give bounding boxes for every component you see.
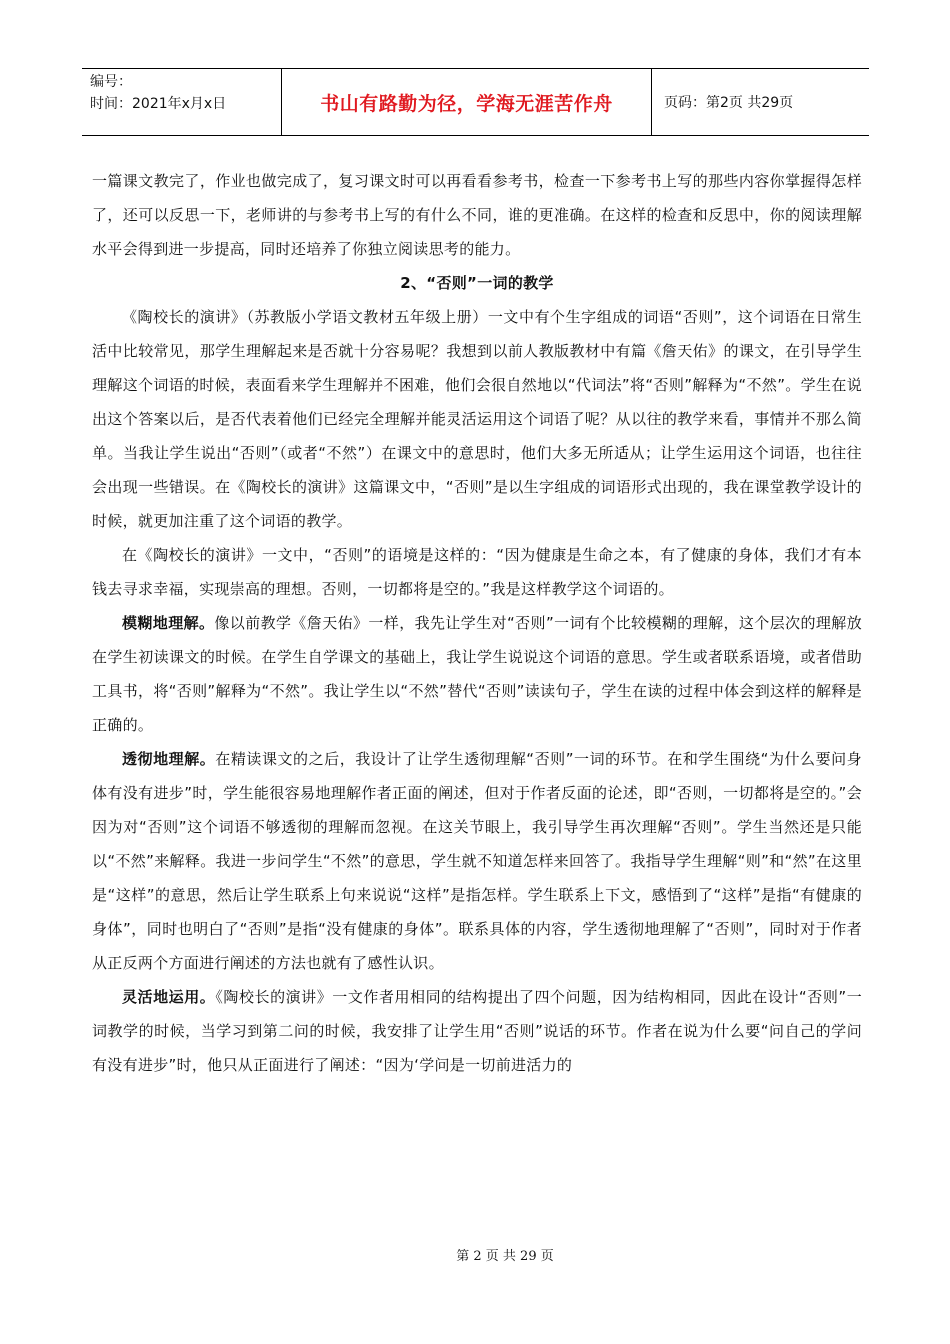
header-meta-cell bbox=[82, 69, 282, 135]
paragraph-context: 在《陶校长的演讲》一文中，“否则”的语境是这样的：“因为健康是生命之本，有了健康的身体，我们才有本钱去寻求幸福，实现崇高的理想。否则，一切都将是空的。”我是这样教学这个词语的。 bbox=[92, 546, 862, 598]
document-header bbox=[82, 68, 869, 136]
lead-flexible-use: 灵活地运用。 bbox=[122, 988, 216, 1006]
text-flexible-use: 《陶校长的演讲》一文作者用相同的结构提出了四个问题，因为结构相同，因此在设计“否则”一词教学的时候，当学习到第二问的时候，我安排了让学生用“否则”说话的环节。作者在说为什么要“问自己的学问有没有进步”时，他只从正面进行了阐述：“因为‘学问是一切前进活力的 bbox=[92, 988, 862, 1074]
lead-thorough-understanding: 透彻地理解。 bbox=[122, 750, 216, 768]
paragraph-flexible-use bbox=[92, 980, 862, 1082]
paragraph-thorough-understanding bbox=[92, 742, 862, 980]
header-page-info: 页码：第2页 共29页 bbox=[664, 95, 794, 111]
section-heading: 2、“否则”一词的教学 bbox=[400, 274, 554, 292]
serial-number-label: 编号： bbox=[90, 74, 132, 90]
paragraph-continuation: 一篇课文教完了，作业也做完成了，复习课文时可以再看看参考书，检查一下参考书上写的那些内容你掌握得怎样了，还可以反思一下，老师讲的与参考书上写的有什么不同，谁的更准确。在这样的检查和反思中，你的阅读理解水平会得到进一步提高，同时还培养了你独立阅读思考的能力。 bbox=[92, 172, 862, 258]
lead-fuzzy-understanding: 模糊地理解。 bbox=[122, 614, 215, 632]
text-fuzzy-understanding: 像以前教学《詹天佑》一样，我先让学生对“否则”一词有个比较模糊的理解，这个层次的理解放在学生初读课文的时候。在学生自学课文的基础上，我让学生说说这个词语的意思。学生或者联系语境，或者借助工具书，将“否则”解释为“不然”。我让学生以“不然”替代“否则”读读句子，学生在读的过程中体会到这样的解释是正确的。 bbox=[92, 614, 862, 734]
text-thorough-understanding: 在精读课文的之后，我设计了让学生透彻理解“否则”一词的环节。在和学生围绕“为什么要问身体有没有进步”时，学生能很容易地理解作者正面的阐述，但对于作者反面的论述，即“否则，一切都将是空的。”会因为对“否则”这个词语不够透彻的理解而忽视。在这关节眼上，我引导学生再次理解“否则”。学生当然还是只能以“不然”来解释。我进一步问学生“不然”的意思，学生就不知道怎样来回答了。我指导学生理解“则”和“然”在这里是“这样”的意思，然后让学生联系上句来说说“这样”是指怎样。学生联系上下文，感悟到了“这样”是指“有健康的身体”，同时也明白了“否则”是指“没有健康的身体”。联系具体的内容，学生透彻地理解了“否则”，同时对于作者从正反两个方面进行阐述的方法也就有了感性认识。 bbox=[92, 750, 862, 972]
document-body bbox=[92, 164, 862, 1082]
paragraph-intro: 《陶校长的演讲》（苏教版小学语文教材五年级上册）一文中有个生字组成的词语“否则”，这个词语在日常生活中比较常见，那学生理解起来是否就十分容易呢？我想到以前人教版教材中有篇《詹天佑》的课文，在引导学生理解这个词语的时候，表面看来学生理解并不困难，他们会很自然地以“代词法”将“否则”解释为“不然”。学生在说出这个答案以后，是否代表着他们已经完全理解并能灵活运用这个词语了呢？从以往的教学来看，事情并不那么简单。当我让学生说出“否则”（或者“不然”）在课文中的意思时，他们大多无所适从；让学生运用这个词语，也往往会出现一些错误。在《陶校长的演讲》这篇课文中，“否则”是以生字组成的词语形式出现的，我在课堂教学设计的时候，就更加注重了这个词语的教学。 bbox=[92, 308, 862, 530]
paragraph-fuzzy-understanding bbox=[92, 606, 862, 742]
page-footer: 第 2 页 共 29 页 bbox=[456, 1249, 554, 1264]
header-motto: 书山有路勤为径，学海无涯苦作舟 bbox=[282, 69, 652, 135]
date-label: 时间：2021年x月x日 bbox=[90, 96, 227, 112]
